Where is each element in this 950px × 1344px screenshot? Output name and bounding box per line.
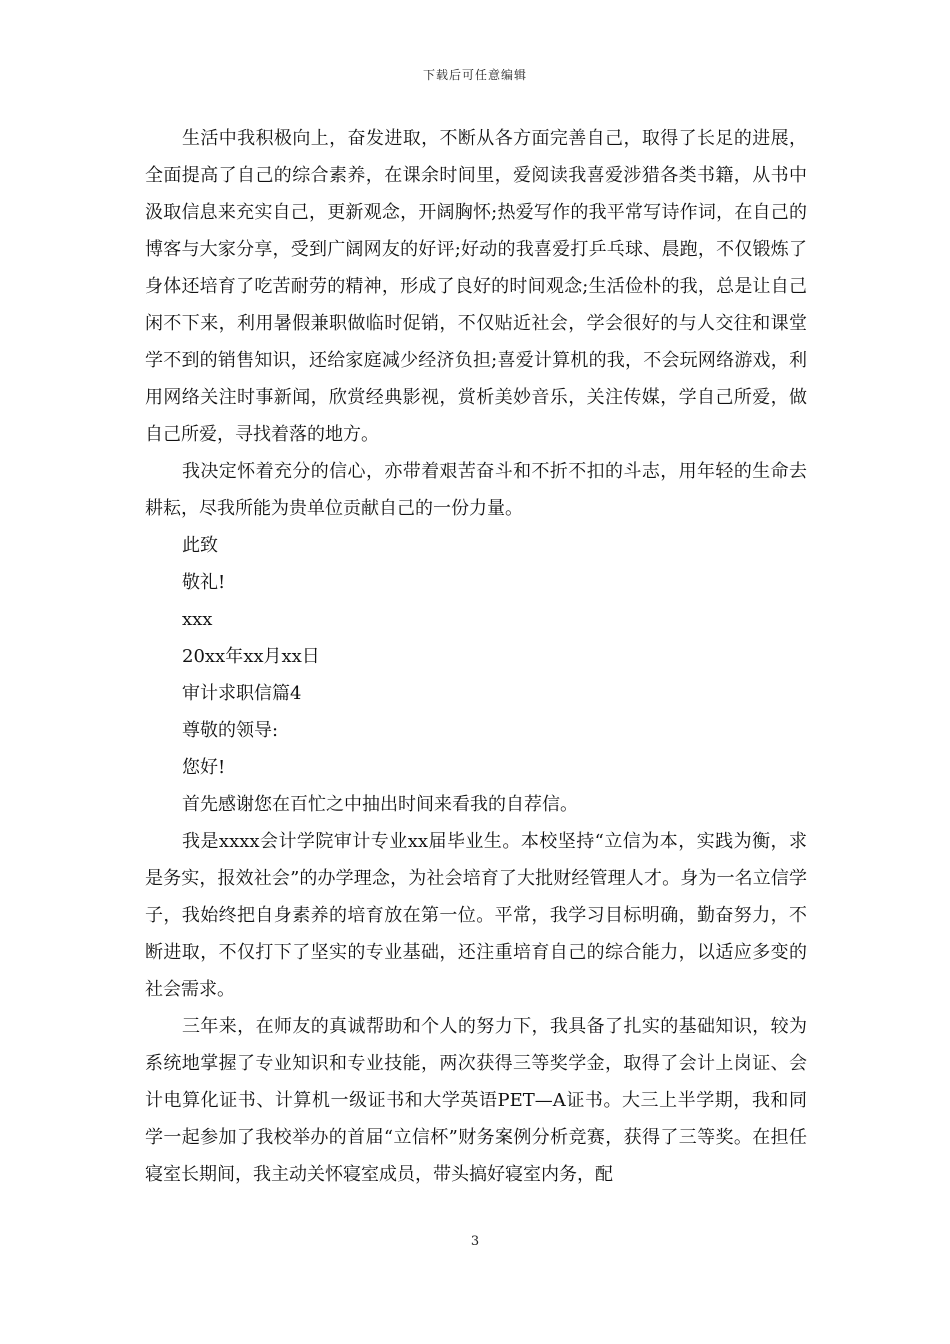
paragraph-introduction: 我是xxxx会计学院审计专业xx届毕业生。本校坚持“立信为本，实践为衡，求是务实，报效社会”的办学理念，为社会培育了大批财经管理人才。身为一名立信学子，我始终把自身素养的培育放在第一位。平常，我学习目标明确，勤奋努力，不断进取，不仅打下了坚实的专业基础，还注重培育自己的综合能力，以适应多变的社会需求。	[145, 831, 807, 1000]
page-number: 3	[470, 1234, 480, 1249]
signature: xxx	[182, 609, 213, 630]
closing-line-2: 敬礼!	[182, 572, 226, 593]
paragraph-achievements: 三年来，在师友的真诚帮助和个人的努力下，我具备了扎实的基础知识，较为系统地掌握了专业知识和专业技能，两次获得三等奖学金，取得了会计上岗证、会计电算化证书、计算机一级证书和大学英语PET—A证书。大三上半学期，我和同学一起参加了我校举办的首届“立信杯”财务案例分析竞赛，获得了三等奖。在担任寝室长期间，我主动关怀寝室成员，带头搞好寝室内务，配	[145, 1016, 807, 1185]
paragraph-thanks: 首先感谢您在百忙之中抽出时间来看我的自荐信。	[182, 794, 578, 815]
greeting: 您好!	[182, 757, 226, 778]
paragraph-life: 生活中我积极向上，奋发进取，不断从各方面完善自己，取得了长足的进展，全面提高了自己的综合素养，在课余时间里，爱阅读我喜爱涉猎各类书籍，从书中汲取信息来充实自己，更新观念，开阔胸怀;热爱写作的我平常写诗作词，在自己的博客与大家分享，受到广阔网友的好评;好动的我喜爱打乒乓球、晨跑，不仅锻炼了身体还培育了吃苦耐劳的精神，形成了良好的时间观念;生活俭朴的我，总是让自己闲不下来，利用暑假兼职做临时促销，不仅贴近社会，学会很好的与人交往和课堂学不到的销售知识，还给家庭减少经济负担;喜爱计算机的我，不会玩网络游戏，利用网络关注时事新闻，欣赏经典影视，赏析美妙音乐，关注传媒，学自己所爱，做自己所爱，寻找着落的地方。	[145, 128, 807, 445]
salutation: 尊敬的领导:	[182, 720, 279, 741]
document-body	[145, 120, 807, 1193]
closing-line-1: 此致	[182, 535, 218, 556]
section-title: 审计求职信篇4	[182, 683, 302, 704]
page-header: 下载后可任意编辑	[422, 68, 527, 82]
paragraph-resolve: 我决定怀着充分的信心，亦带着艰苦奋斗和不折不扣的斗志，用年轻的生命去耕耘，尽我所能为贵单位贡献自己的一份力量。	[145, 461, 807, 519]
letter-date: 20xx年xx月xx日	[182, 646, 320, 667]
